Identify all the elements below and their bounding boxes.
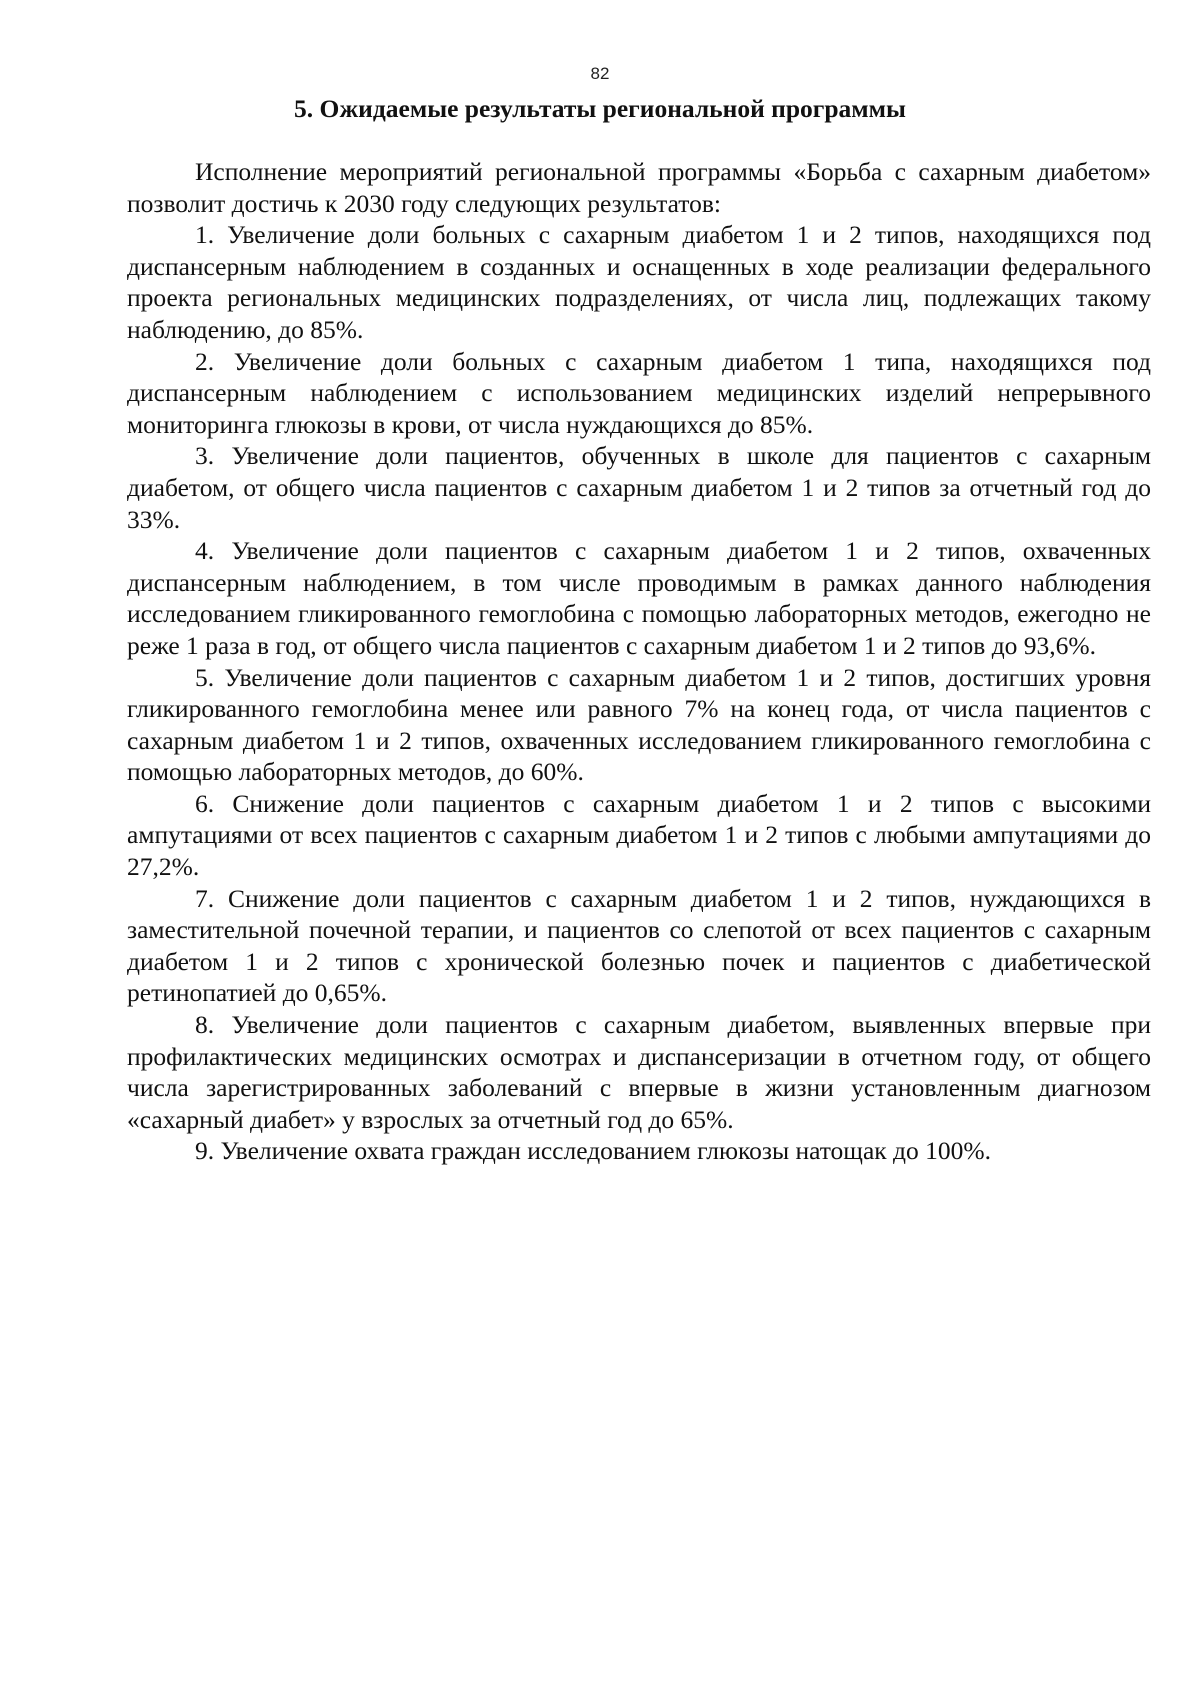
- page-number: 82: [590, 64, 610, 83]
- intro-paragraph: Исполнение мероприятий региональной программы «Борьба с сахарным диабетом» позволит достичь к 2030 году следующих результатов:: [127, 157, 1151, 218]
- result-item-4: 4. Увеличение доли пациентов с сахарным диабетом 1 и 2 типов, охваченных диспансерным наблюдением, в том числе проводимым в рамках данного наблюдения исследованием гликированного гемоглобина с помощью лабораторных методов, ежегодно не реже 1 раза в год, от общего числа пациентов с сахарным диабетом 1 и 2 типов до 93,6%.: [127, 536, 1151, 660]
- result-item-7: 7. Снижение доли пациентов с сахарным диабетом 1 и 2 типов, нуждающихся в заместительной почечной терапии, и пациентов со слепотой от всех пациентов с сахарным диабетом 1 и 2 типов с хронической болезнью почек и пациентов с диабетической ретинопатией до 0,65%.: [127, 883, 1151, 1008]
- result-item-5: 5. Увеличение доли пациентов с сахарным диабетом 1 и 2 типов, достигших уровня гликированного гемоглобина менее или равного 7% на конец года, от числа пациентов с сахарным диабетом 1 и 2 типов, охваченных исследованием гликированного гемоглобина с помощью лабораторных методов, до 60%.: [127, 662, 1151, 787]
- result-item-3: 3. Увеличение доли пациентов, обученных в школе для пациентов с сахарным диабетом, от общего числа пациентов с сахарным диабетом 1 и 2 типов за отчетный год до 33%.: [127, 441, 1151, 534]
- result-item-6: 6. Снижение доли пациентов с сахарным диабетом 1 и 2 типов с высокими ампутациями от всех пациентов с сахарным диабетом 1 и 2 типов с любыми ампутациями до 27,2%.: [127, 788, 1151, 882]
- result-item-1: 1. Увеличение доли больных с сахарным диабетом 1 и 2 типов, находящихся под диспансерным наблюдением в созданных и оснащенных в ходе реализации федерального проекта региональных медицинских подразделениях, от числа лиц, подлежащих такому наблюдению, до 85%.: [127, 220, 1151, 344]
- result-item-8: 8. Увеличение доли пациентов с сахарным диабетом, выявленных впервые при профилактических медицинских осмотрах и диспансеризации в отчетном году, от общего числа зарегистрированных заболеваний с впервые в жизни установленным диагнозом «сахарный диабет» у взрослых за отчетный год до 65%.: [127, 1010, 1151, 1134]
- document-body: [127, 156, 1151, 1167]
- section-title: 5. Ожидаемые результаты региональной программы: [294, 94, 906, 123]
- result-item-2: 2. Увеличение доли больных с сахарным диабетом 1 типа, находящихся под диспансерным наблюдением с использованием медицинских изделий непрерывного мониторинга глюкозы в крови, от числа нуждающихся до 85%.: [127, 346, 1151, 439]
- result-item-9: 9. Увеличение охвата граждан исследованием глюкозы натощак до 100%.: [195, 1136, 991, 1166]
